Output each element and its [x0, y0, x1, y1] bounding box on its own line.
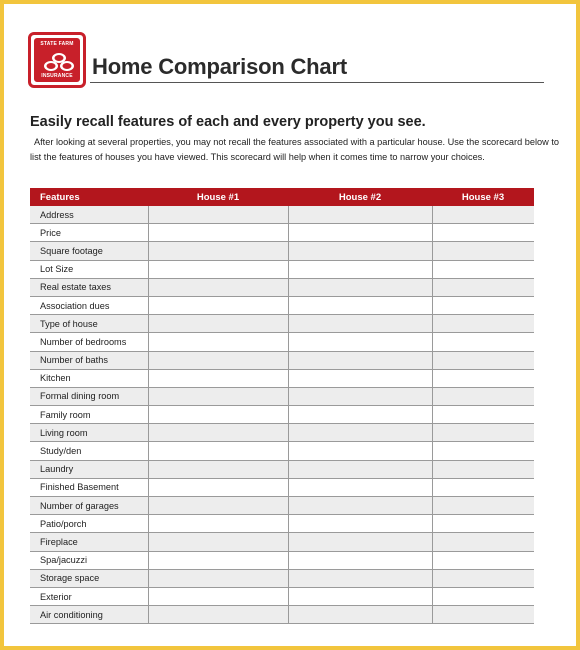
house-3-cell[interactable]: [432, 460, 534, 478]
feature-label: Lot Size: [30, 260, 148, 278]
intro-line-1: After looking at several properties, you may not recall the features associated with a particular house. Use the scorecard below to: [34, 137, 559, 147]
feature-label: Family room: [30, 406, 148, 424]
house-3-cell[interactable]: [432, 224, 534, 242]
house-3-cell[interactable]: [432, 333, 534, 351]
house-3-cell[interactable]: [432, 260, 534, 278]
table-row: [30, 242, 534, 260]
column-header-features: Features: [30, 188, 148, 206]
logo-badge: [34, 38, 80, 82]
feature-label: Storage space: [30, 569, 148, 587]
table-row: [30, 497, 534, 515]
table-row: [30, 206, 534, 224]
house-2-cell[interactable]: [288, 387, 432, 405]
house-1-cell[interactable]: [148, 260, 288, 278]
house-2-cell[interactable]: [288, 260, 432, 278]
house-2-cell[interactable]: [288, 296, 432, 314]
feature-label: Air conditioning: [30, 606, 148, 624]
house-3-cell[interactable]: [432, 206, 534, 224]
feature-label: Price: [30, 224, 148, 242]
house-2-cell[interactable]: [288, 606, 432, 624]
house-1-cell[interactable]: [148, 606, 288, 624]
house-1-cell[interactable]: [148, 406, 288, 424]
table-row: [30, 606, 534, 624]
table-row: [30, 551, 534, 569]
house-2-cell[interactable]: [288, 242, 432, 260]
feature-label: Living room: [30, 424, 148, 442]
house-2-cell[interactable]: [288, 369, 432, 387]
house-1-cell[interactable]: [148, 533, 288, 551]
feature-label: Number of baths: [30, 351, 148, 369]
house-1-cell[interactable]: [148, 296, 288, 314]
table-row: [30, 315, 534, 333]
table-row: [30, 406, 534, 424]
house-1-cell[interactable]: [148, 460, 288, 478]
table-row: [30, 260, 534, 278]
title-divider: [90, 82, 544, 83]
logo-top-text: STATE FARM: [40, 41, 74, 47]
logo-bottom-text: INSURANCE: [41, 73, 73, 79]
table-row: [30, 478, 534, 496]
table-row: [30, 587, 534, 605]
house-1-cell[interactable]: [148, 587, 288, 605]
house-1-cell[interactable]: [148, 424, 288, 442]
house-1-cell[interactable]: [148, 315, 288, 333]
table-row: [30, 278, 534, 296]
house-1-cell[interactable]: [148, 278, 288, 296]
house-2-cell[interactable]: [288, 224, 432, 242]
house-1-cell[interactable]: [148, 515, 288, 533]
house-2-cell[interactable]: [288, 478, 432, 496]
feature-label: Formal dining room: [30, 387, 148, 405]
table-row: [30, 333, 534, 351]
house-3-cell[interactable]: [432, 533, 534, 551]
house-2-cell[interactable]: [288, 551, 432, 569]
feature-label: Type of house: [30, 315, 148, 333]
house-3-cell[interactable]: [432, 497, 534, 515]
feature-label: Fireplace: [30, 533, 148, 551]
document-page: [4, 4, 576, 646]
house-3-cell[interactable]: [432, 369, 534, 387]
house-2-cell[interactable]: [288, 442, 432, 460]
state-farm-logo: [28, 32, 86, 88]
feature-label: Finished Basement: [30, 478, 148, 496]
house-2-cell[interactable]: [288, 497, 432, 515]
feature-label: Laundry: [30, 460, 148, 478]
house-1-cell[interactable]: [148, 478, 288, 496]
feature-label: Association dues: [30, 296, 148, 314]
feature-label: Kitchen: [30, 369, 148, 387]
house-1-cell[interactable]: [148, 442, 288, 460]
house-3-cell[interactable]: [432, 478, 534, 496]
column-header-house-3: House #3: [432, 188, 534, 206]
feature-label: Patio/porch: [30, 515, 148, 533]
house-2-cell[interactable]: [288, 569, 432, 587]
table-header-row: [30, 188, 534, 206]
feature-label: Number of garages: [30, 497, 148, 515]
house-1-cell[interactable]: [148, 497, 288, 515]
house-1-cell[interactable]: [148, 333, 288, 351]
table-row: [30, 460, 534, 478]
table-row: [30, 296, 534, 314]
house-2-cell[interactable]: [288, 278, 432, 296]
house-2-cell[interactable]: [288, 587, 432, 605]
house-3-cell[interactable]: [432, 242, 534, 260]
house-2-cell[interactable]: [288, 333, 432, 351]
house-1-cell[interactable]: [148, 242, 288, 260]
feature-label: Exterior: [30, 587, 148, 605]
house-2-cell[interactable]: [288, 406, 432, 424]
house-2-cell[interactable]: [288, 351, 432, 369]
table-row: [30, 387, 534, 405]
house-1-cell[interactable]: [148, 387, 288, 405]
house-3-cell[interactable]: [432, 315, 534, 333]
page-title: Home Comparison Chart: [92, 54, 347, 79]
house-3-cell[interactable]: [432, 406, 534, 424]
house-3-cell[interactable]: [432, 296, 534, 314]
table-body: [30, 206, 534, 624]
column-header-house-1: House #1: [148, 188, 288, 206]
column-header-house-2: House #2: [288, 188, 432, 206]
house-1-cell[interactable]: [148, 206, 288, 224]
feature-label: Study/den: [30, 442, 148, 460]
logo-ovals-icon: [40, 51, 78, 73]
house-2-cell[interactable]: [288, 533, 432, 551]
intro-paragraph: [30, 135, 564, 164]
house-1-cell[interactable]: [148, 551, 288, 569]
table-row: [30, 424, 534, 442]
house-2-cell[interactable]: [288, 424, 432, 442]
feature-label: Address: [30, 206, 148, 224]
table-row: [30, 533, 534, 551]
house-2-cell[interactable]: [288, 206, 432, 224]
house-3-cell[interactable]: [432, 424, 534, 442]
house-3-cell[interactable]: [432, 515, 534, 533]
feature-label: Spa/jacuzzi: [30, 551, 148, 569]
house-3-cell[interactable]: [432, 551, 534, 569]
table-row: [30, 351, 534, 369]
table-row: [30, 224, 534, 242]
intro-line-2: list the features of houses you have viewed. This scorecard will help when it comes time to narrow your choices.: [30, 151, 485, 162]
house-3-cell[interactable]: [432, 442, 534, 460]
table-row: [30, 515, 534, 533]
feature-label: Real estate taxes: [30, 278, 148, 296]
table-row: [30, 369, 534, 387]
house-2-cell[interactable]: [288, 515, 432, 533]
intro-heading: Easily recall features of each and every property you see.: [30, 114, 426, 130]
house-1-cell[interactable]: [148, 569, 288, 587]
house-3-cell[interactable]: [432, 587, 534, 605]
house-1-cell[interactable]: [148, 224, 288, 242]
house-3-cell[interactable]: [432, 569, 534, 587]
house-3-cell[interactable]: [432, 387, 534, 405]
house-3-cell[interactable]: [432, 606, 534, 624]
house-3-cell[interactable]: [432, 278, 534, 296]
feature-label: Square footage: [30, 242, 148, 260]
house-2-cell[interactable]: [288, 460, 432, 478]
house-3-cell[interactable]: [432, 351, 534, 369]
table-row: [30, 442, 534, 460]
comparison-table: [30, 188, 534, 624]
house-1-cell[interactable]: [148, 369, 288, 387]
house-2-cell[interactable]: [288, 315, 432, 333]
table-row: [30, 569, 534, 587]
house-1-cell[interactable]: [148, 351, 288, 369]
feature-label: Number of bedrooms: [30, 333, 148, 351]
